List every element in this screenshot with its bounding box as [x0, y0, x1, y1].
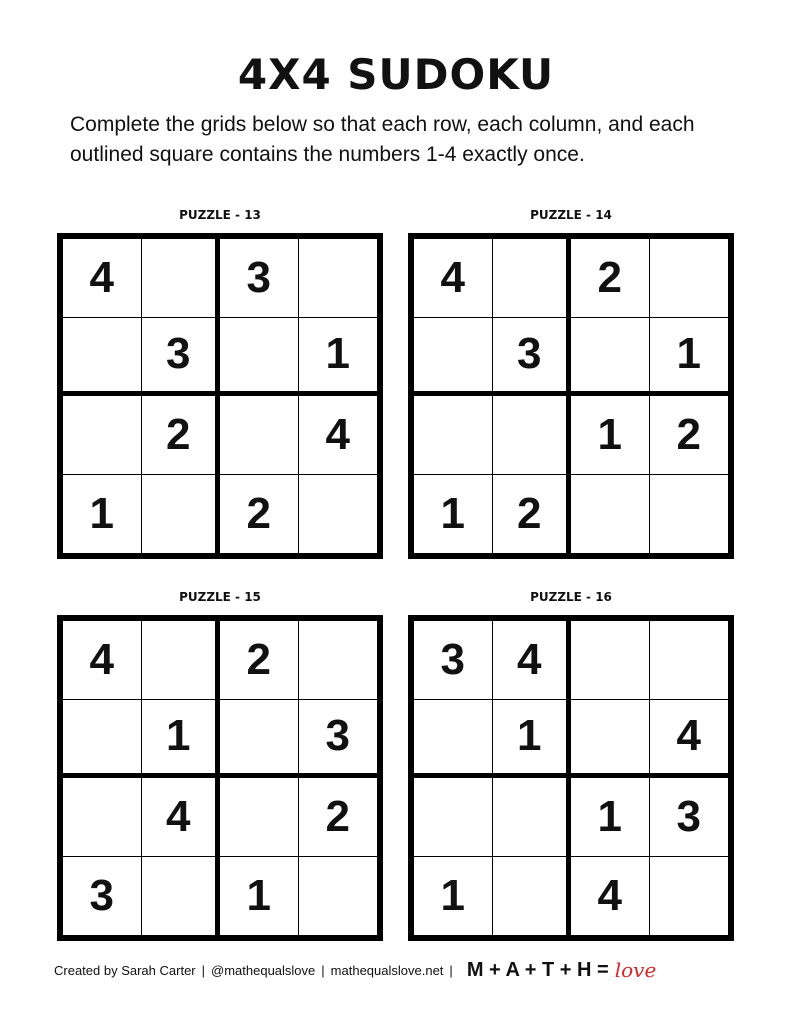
grid-cell[interactable]: [493, 239, 572, 318]
grid-cell[interactable]: 1: [299, 318, 378, 397]
grid-cell[interactable]: 3: [142, 318, 221, 397]
grid-cell[interactable]: [299, 475, 378, 554]
grid-cell[interactable]: 3: [63, 857, 142, 936]
grid-cell[interactable]: [63, 318, 142, 397]
grid-cell[interactable]: 3: [414, 621, 493, 700]
grid-cell[interactable]: 4: [63, 239, 142, 318]
grid-cell[interactable]: 4: [650, 700, 729, 779]
brand-logo: M + A + T + H =: [466, 958, 609, 981]
grid-cell[interactable]: [571, 621, 650, 700]
grid-cell[interactable]: [493, 778, 572, 857]
grid-cell[interactable]: 4: [493, 621, 572, 700]
grid-cell[interactable]: 3: [220, 239, 299, 318]
grid-cell[interactable]: [414, 700, 493, 779]
grid-cell[interactable]: 2: [493, 475, 572, 554]
grid-cell[interactable]: [650, 475, 729, 554]
brand-love: love: [614, 958, 657, 982]
sudoku-grid: [57, 615, 383, 941]
sudoku-grid: [408, 615, 734, 941]
grid-cell[interactable]: 1: [650, 318, 729, 397]
footer: [54, 958, 656, 982]
instructions: Complete the grids below so that each row, each column, and each outlined square contains the numbers 1-4 exactly once.: [70, 113, 695, 166]
grid-cell[interactable]: 2: [142, 396, 221, 475]
page-title: 4X4 SUDOKU: [237, 50, 555, 99]
grid-cell[interactable]: [299, 857, 378, 936]
credit: Created by Sarah Carter: [54, 962, 196, 978]
puzzle-label: PUZZLE - 14: [530, 208, 612, 222]
grid-cell[interactable]: 1: [414, 475, 493, 554]
grid-cell[interactable]: [220, 318, 299, 397]
grid-cell[interactable]: 4: [414, 239, 493, 318]
grid-cell[interactable]: [493, 396, 572, 475]
grid-cell[interactable]: 2: [299, 778, 378, 857]
separator: |: [449, 962, 453, 978]
grid-cell[interactable]: [414, 778, 493, 857]
grid-cell[interactable]: [220, 778, 299, 857]
grid-cell[interactable]: [142, 621, 221, 700]
grid-cell[interactable]: 1: [493, 700, 572, 779]
grid-cell[interactable]: [63, 700, 142, 779]
social-handle: @mathequalslove: [211, 962, 316, 978]
grid-cell[interactable]: [414, 318, 493, 397]
grid-cell[interactable]: 2: [220, 621, 299, 700]
grid-cell[interactable]: [63, 396, 142, 475]
grid-cell[interactable]: [220, 396, 299, 475]
sudoku-grid: [57, 233, 383, 559]
grid-cell[interactable]: [299, 621, 378, 700]
grid-cell[interactable]: [650, 239, 729, 318]
puzzle-14: [408, 205, 734, 559]
grid-cell[interactable]: [571, 700, 650, 779]
grid-cell[interactable]: [142, 239, 221, 318]
grid-cell[interactable]: 2: [650, 396, 729, 475]
puzzle-label: PUZZLE - 13: [179, 208, 261, 222]
grid-cell[interactable]: [650, 857, 729, 936]
puzzle-label: PUZZLE - 15: [179, 590, 261, 604]
grid-cell[interactable]: [299, 239, 378, 318]
grid-cell[interactable]: 1: [414, 857, 493, 936]
puzzle-15: [57, 587, 383, 941]
grid-cell[interactable]: 3: [299, 700, 378, 779]
grid-cell[interactable]: 1: [220, 857, 299, 936]
grid-cell[interactable]: 4: [63, 621, 142, 700]
grid-cell[interactable]: [63, 778, 142, 857]
sudoku-grid: [408, 233, 734, 559]
puzzle-16: [408, 587, 734, 941]
grid-cell[interactable]: [142, 475, 221, 554]
grid-cell[interactable]: [650, 621, 729, 700]
grid-cell[interactable]: [414, 396, 493, 475]
grid-cell[interactable]: [571, 475, 650, 554]
grid-cell[interactable]: 3: [650, 778, 729, 857]
puzzle-13: [57, 205, 383, 559]
grid-cell[interactable]: [493, 857, 572, 936]
grid-cell[interactable]: 1: [571, 396, 650, 475]
grid-cell[interactable]: 2: [571, 239, 650, 318]
grid-cell[interactable]: 4: [571, 857, 650, 936]
grid-cell[interactable]: 4: [299, 396, 378, 475]
grid-cell[interactable]: [571, 318, 650, 397]
grid-cell[interactable]: 2: [220, 475, 299, 554]
grid-cell[interactable]: [142, 857, 221, 936]
puzzle-label: PUZZLE - 16: [530, 590, 612, 604]
separator: |: [201, 962, 206, 978]
grid-cell[interactable]: 4: [142, 778, 221, 857]
separator: |: [321, 962, 325, 978]
grid-cell[interactable]: 1: [571, 778, 650, 857]
website: mathequalslove.net: [330, 962, 444, 978]
grid-cell[interactable]: [220, 700, 299, 779]
grid-cell[interactable]: 3: [493, 318, 572, 397]
grid-cell[interactable]: 1: [142, 700, 221, 779]
grid-cell[interactable]: 1: [63, 475, 142, 554]
